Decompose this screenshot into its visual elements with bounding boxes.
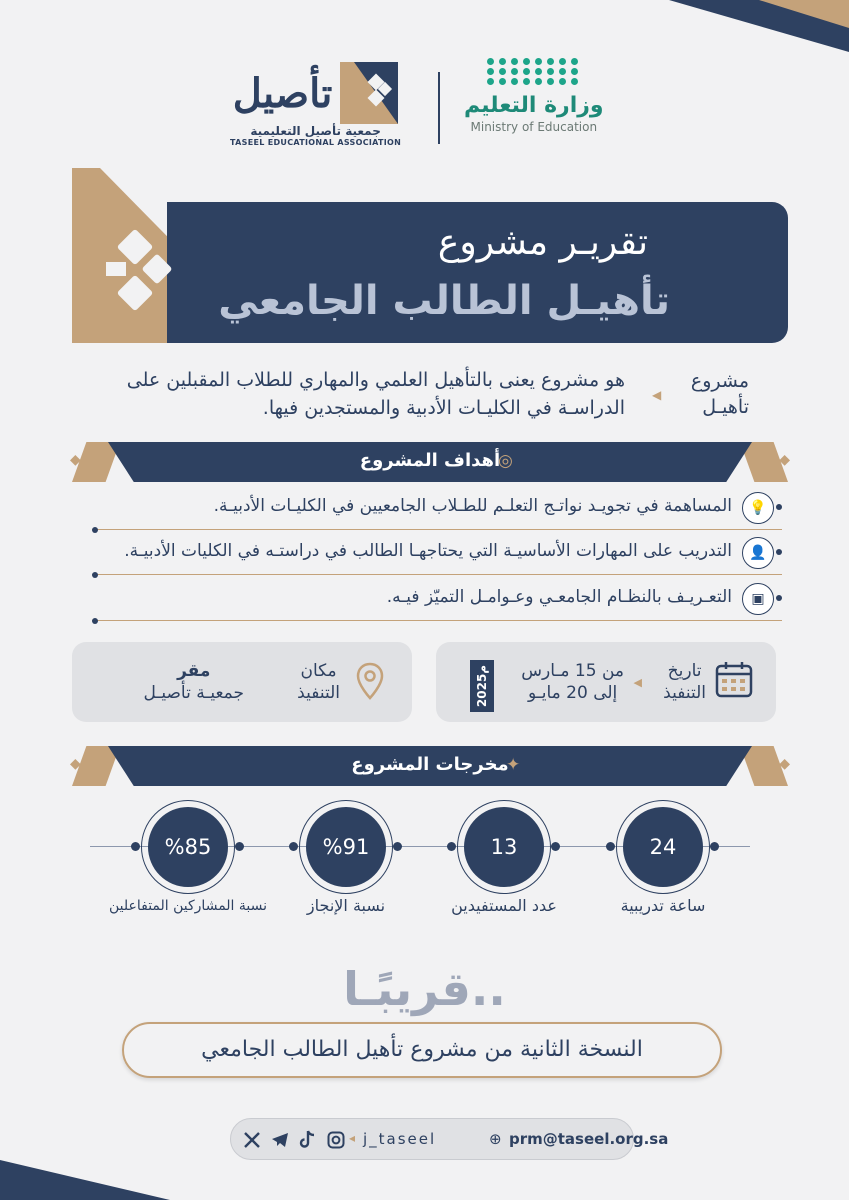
arrow-icon: ◂: [349, 1131, 356, 1145]
stat-training-hours: 24: [623, 807, 703, 887]
soon-text: النسخة الثانية من مشروع تأهيل الطالب الجامعي: [201, 1037, 643, 1062]
goals-title: أهداف المشروع: [359, 450, 501, 471]
x-icon[interactable]: [243, 1131, 261, 1149]
moe-name-en: Ministry of Education: [470, 120, 598, 134]
stat-label: عدد المستفيدين: [451, 896, 557, 915]
arrow-icon: ◀: [633, 676, 642, 689]
intro-text: هو مشروع يعنى بالتأهيل العلمي والمهاري للطلاب المقبلين على الدراسـة في الكليـات الأدبية والمستجدين فيها.: [126, 369, 625, 419]
date-label: تاريخ التنفيذ: [663, 661, 706, 703]
logo-mark-icon: [106, 228, 186, 318]
goal-item: 💡 المساهمة في تجويـد نواتـج التعلـم للطـلاب الجامعيين في الكليـات الأدبيـة.: [92, 492, 782, 530]
contact-bar: [230, 1118, 669, 1160]
email-link[interactable]: prm@taseel.org.sa: [509, 1130, 669, 1148]
diamond-decoration-icon: ◆: [70, 452, 81, 468]
year-badge: 2025م: [470, 660, 494, 712]
moe-logo: [464, 58, 604, 134]
instagram-icon[interactable]: [327, 1131, 345, 1149]
intro-arrow-icon: ◀: [652, 388, 662, 402]
soon-headline: ..قريبًـا: [343, 962, 506, 1016]
diamond-decoration-icon: ◆: [779, 756, 790, 772]
taseel-name: تأصيل: [232, 69, 333, 117]
stat-completion: %91: [306, 807, 386, 887]
globe-icon: ⊕: [489, 1130, 502, 1148]
title-line-2: تأهيـل الطالب الجامعي: [218, 278, 670, 324]
moe-dots-icon: [487, 58, 580, 85]
title-banner: [72, 168, 788, 343]
hand-sparkle-icon: ✦: [506, 755, 521, 775]
lightbulb-icon: 💡: [742, 492, 774, 524]
tiktok-icon[interactable]: [299, 1130, 315, 1150]
stat-label: نسبة المشاركين المتفاعلين: [108, 898, 268, 914]
goals-header: [72, 442, 788, 482]
taseel-mark-icon: [340, 62, 398, 124]
intro-label: مشروع تأهيـل: [690, 370, 749, 418]
diamond-decoration-icon: ◆: [70, 756, 81, 772]
taseel-name-en: TASEEL EDUCATIONAL ASSOCIATION: [230, 138, 402, 147]
stat-label: نسبة الإنجاز: [306, 896, 386, 915]
briefcase-icon: ▣: [742, 583, 774, 615]
goal-item: ▣ التعـريـف بالنظـام الجامعـي وعـوامـل التميّز فيـه.: [92, 583, 782, 621]
logo-divider: [438, 72, 440, 144]
soon-banner: [122, 1022, 722, 1078]
taseel-logo: [230, 62, 401, 147]
target-icon: ◎: [498, 451, 513, 471]
outputs-title: مخرجات المشروع: [351, 754, 509, 775]
student-icon: 👤: [742, 537, 774, 569]
place-label: مكان التنفيذ: [297, 661, 340, 703]
calendar-icon: [714, 660, 754, 700]
date-value: من 15 مـارس إلى 20 مايـو: [521, 661, 624, 703]
place-card: [72, 642, 412, 722]
outputs-header: [72, 746, 788, 786]
diamond-decoration-icon: ◆: [779, 452, 790, 468]
moe-name-ar: وزارة التعليم: [464, 93, 604, 118]
corner-decoration-bottom: [0, 1160, 170, 1200]
stat-beneficiaries: 13: [464, 807, 544, 887]
stat-engagement: %85: [148, 807, 228, 887]
stat-label: ساعة تدريبية: [620, 896, 706, 915]
corner-accent-top: [759, 0, 849, 28]
social-handle[interactable]: j_taseel: [363, 1130, 437, 1148]
title-line-1: تقريـر مشروع: [437, 222, 648, 263]
place-value: مقر جمعيـة تأصيـل: [143, 661, 244, 703]
taseel-name-ar: جمعية تأصيل التعليمية: [250, 124, 381, 138]
goal-item: 👤 التدريب على المهارات الأساسيـة التي يحتاجهـا الطالب في دراستـه في الكليات الأدبيـة.: [92, 537, 782, 575]
location-pin-icon: [356, 662, 384, 700]
telegram-icon[interactable]: [271, 1131, 289, 1149]
